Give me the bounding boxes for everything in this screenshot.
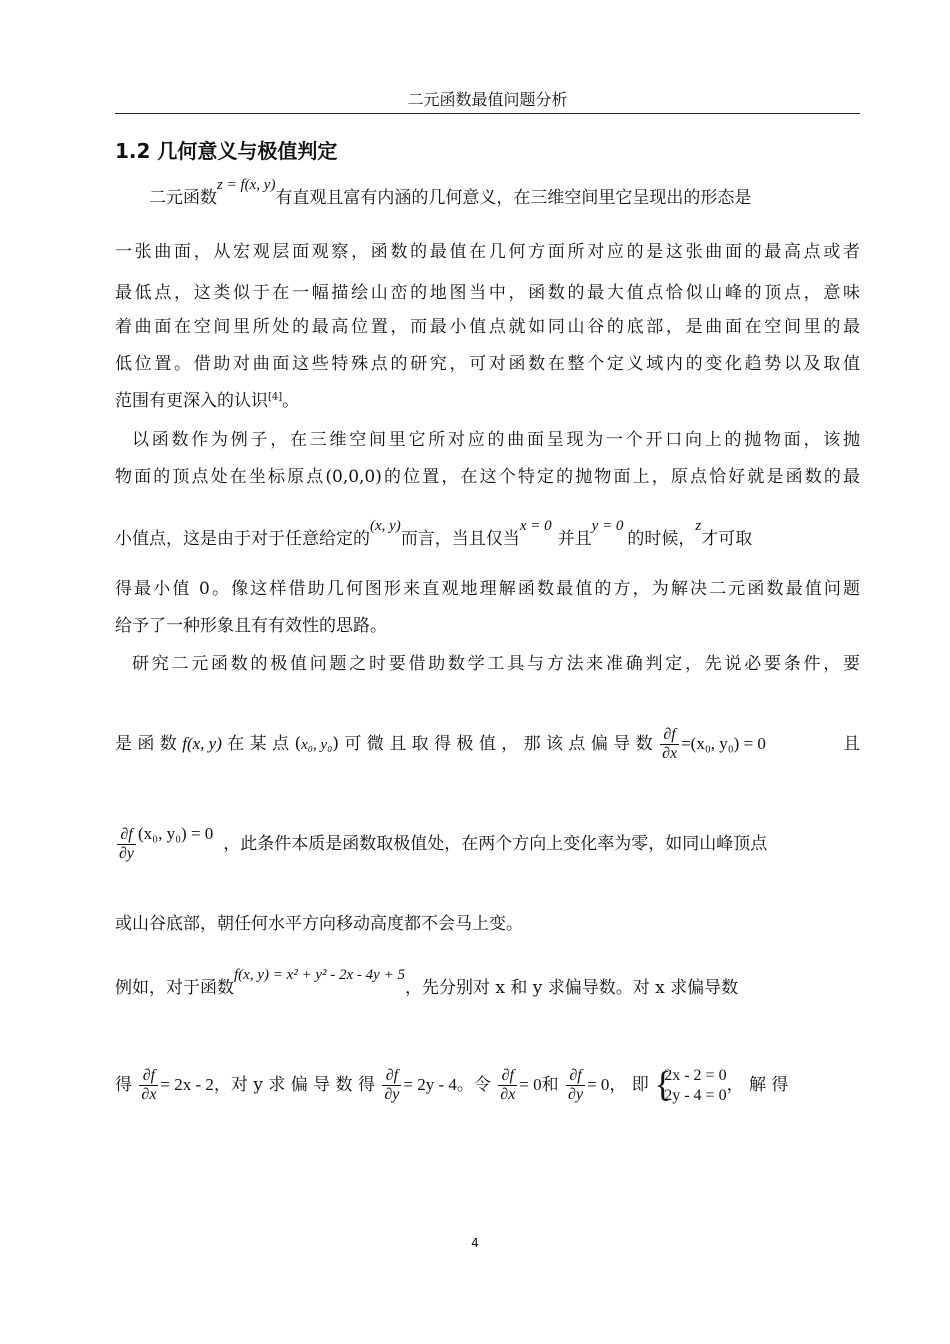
running-header: 二元函数最值问题分析 <box>407 90 568 109</box>
formula-z-var: z <box>695 518 702 534</box>
formula-fy-zero: (x₀, y₀) = 0 <box>138 824 214 843</box>
para3-line1: 研究二元函数的极值问题之时要借助数学工具与方法来准确判定，先说必要条件，要 <box>132 654 860 674</box>
equation-system: { 2x - 2 = 0 2y - 4 = 0 <box>654 1063 727 1104</box>
para1-line2: 一张曲面，从宏观层面观察，函数的最值在几何方面所对应的是这张曲面的最高点或者 <box>115 242 860 262</box>
para3-line2: 是 函 数 f(x, y) 在 某 点 (x₀, y₀) 可 微 且 取 得 极 值 ， 那 该 点 偏 导 数 $\frac{\partial f}{\partial x}$ =(x₀, y₀) = 0 且 <box>115 726 860 762</box>
formula-xy: (x, y) <box>370 518 401 534</box>
para4-line2: 得 $\frac{\partial f}{\partial x}$ = 2x - 2，对 y 求 偏 导 数 得 $\frac{\partial f}{\partial y}$ = 2y - 4。令 $\frac{\partial f}{\partial x}$ = 0和 $\frac{\partial f}{\partial y}$ = 0， 即 { 2x - 2 = 0 2y - 4 = 0 ， 解 得 <box>115 1063 789 1104</box>
formula-y0: y = 0 <box>591 518 624 534</box>
para1-line4: 着曲面在空间里所处的最高位置，而最小值点就如同山谷的底部，是曲面在空间里的最 <box>115 317 860 337</box>
para2-line5: 给予了一种形象且有有效性的思路。 <box>115 616 387 636</box>
partial-fx: $\frac{\partial f}{\partial x}$ <box>662 726 678 762</box>
para4-line1: 例如，对于函数f(x, y) = x² + y² - 2x - 4y + 5，先分别对 x 和 y 求偏导数。对 x 求偏导数 <box>115 967 739 998</box>
para1-line3: 最低点，这类似于在一幅描绘山峦的地图当中，函数的最大值点恰似山峰的顶点，意味 <box>115 283 860 303</box>
para2-line3: 小值点，这是由于对于任意给定的(x, y)而言，当且仅当x = 0并且y = 0的时候，z才可取 <box>115 518 753 549</box>
formula-example-function: f(x, y) = x² + y² - 2x - 4y + 5 <box>234 967 405 983</box>
para3-line3: $\frac{\partial f}{\partial y}$ (x₀, y₀) = 0，此条件本质是函数取极值处，在两个方向上变化率为零，如同山峰顶点 <box>119 824 768 862</box>
para3-line4: 或山谷底部，朝任何水平方向移动高度都不会马上变。 <box>115 914 523 934</box>
partial-fy: $\frac{\partial f}{\partial y}$ <box>119 826 135 862</box>
formula-z: z = f(x, y) <box>217 177 276 193</box>
formula-point: x₀, y₀ <box>301 737 333 753</box>
partial-fx-zero: $\frac{\partial f}{\partial x}$ <box>500 1067 516 1103</box>
para2-line4: 得最小值 0。像这样借助几何图形来直观地理解函数最值的方，为解决二元函数最值问题 <box>115 579 860 599</box>
partial-fx-example: $\frac{\partial f}{\partial x}$ <box>141 1067 157 1103</box>
formula-fxy: f(x, y) <box>182 734 222 753</box>
citation-ref: [4] <box>268 391 283 403</box>
para1-line1: 二元函数z = f(x, y)有直观且富有内涵的几何意义，在三维空间里它呈现出的形态是 <box>149 177 752 208</box>
formula-x0: x = 0 <box>519 518 552 534</box>
para1-line6: 范围有更深入的认识[4]。 <box>115 391 300 411</box>
formula-fx-zero: =(x₀, y₀) = 0 <box>681 734 766 753</box>
para2-line2: 物面的顶点处在坐标原点(0,0,0)的位置，在这个特定的抛物面上，原点恰好就是函数的最 <box>115 467 860 487</box>
header-rule <box>115 113 860 114</box>
section-title: 1.2 几何意义与极值判定 <box>115 139 338 163</box>
partial-fy-zero: $\frac{\partial f}{\partial y}$ <box>568 1067 584 1103</box>
partial-fy-example: $\frac{\partial f}{\partial y}$ <box>384 1067 400 1103</box>
para1-line5: 低位置。借助对曲面这些特殊点的研究，可对函数在整个定义域内的变化趋势以及取值 <box>115 354 860 374</box>
page-number: 4 <box>471 1236 479 1250</box>
para2-line1: 以函数作为例子，在三维空间里它所对应的曲面呈现为一个开口向上的抛物面，该抛 <box>132 430 860 450</box>
